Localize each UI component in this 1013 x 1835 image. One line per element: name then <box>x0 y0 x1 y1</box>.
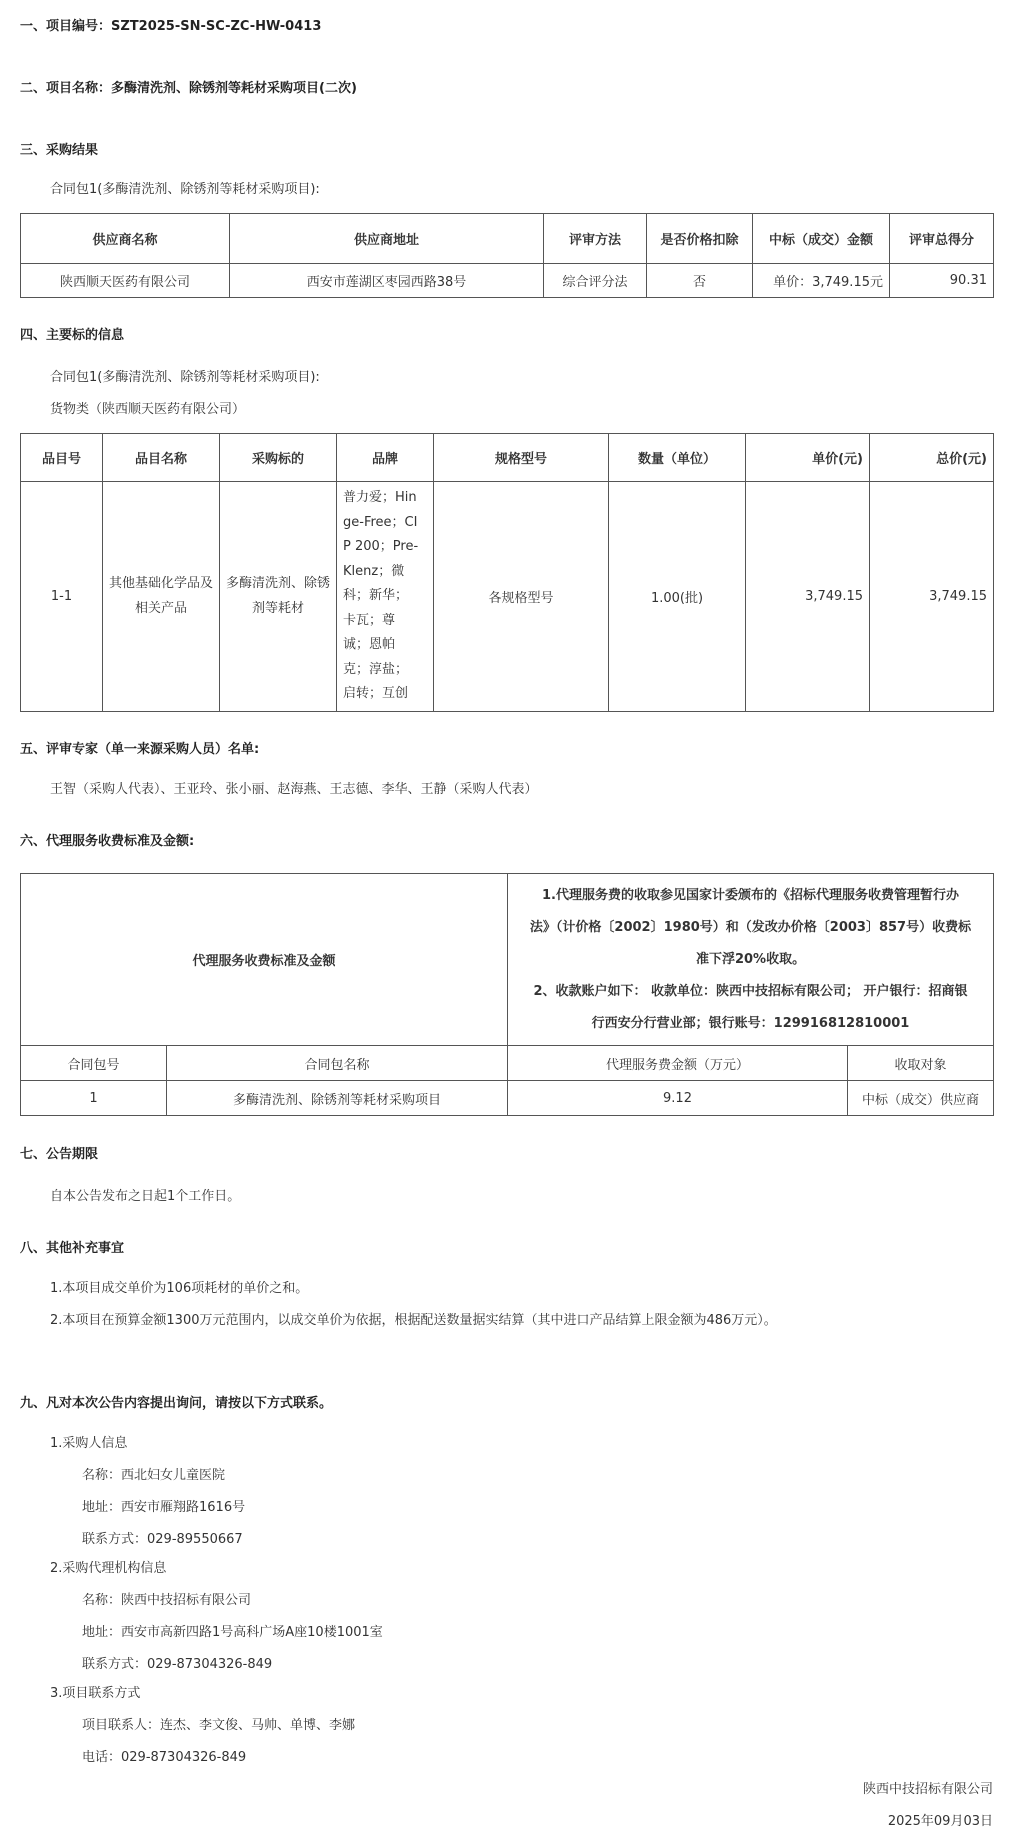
fee-text-line: 准下浮20%收取。 <box>695 951 806 967</box>
experts-heading: 五、评审专家（单一来源采购人员）名单: <box>20 742 260 757</box>
header-fee-amount: 代理服务费金额（万元） <box>508 1046 848 1081</box>
fee-standard-text <box>508 874 994 1046</box>
header-supplier-address: 供应商地址 <box>230 214 544 264</box>
header-total-price: 总价(元) <box>870 434 994 482</box>
brand-line: 诚；恩帕 <box>343 637 396 652</box>
footer-company: 陕西中技招标有限公司 <box>862 1782 993 1797</box>
brand-line: 卡瓦；尊 <box>343 612 396 628</box>
subject-table <box>20 433 994 712</box>
table-row <box>21 264 994 298</box>
brand-line: P 200；Pre- <box>343 539 419 554</box>
project-name <box>20 77 357 96</box>
subject-package-label: 合同包1(多酶清洗剂、除锈剂等耗材采购项目): <box>50 370 320 385</box>
project-name-label: 二、项目名称： <box>20 81 112 96</box>
header-unit-price: 单价(元) <box>746 434 870 482</box>
header-award-amount: 中标（成交）金额 <box>753 214 890 264</box>
purchaser-info-title: 1.采购人信息 <box>50 1436 128 1451</box>
result-table-header <box>21 214 994 264</box>
price-deduction: 否 <box>647 264 753 298</box>
agency-info-title: 2.采购代理机构信息 <box>50 1561 167 1576</box>
total-price: 3,749.15 <box>870 482 994 712</box>
result-package-label: 合同包1(多酶清洗剂、除锈剂等耗材采购项目): <box>50 182 320 197</box>
header-supplier-name: 供应商名称 <box>21 214 230 264</box>
total-score: 90.31 <box>890 264 994 298</box>
package-name: 多酶清洗剂、除锈剂等耗材采购项目 <box>167 1081 508 1116</box>
quantity: 1.00(批) <box>609 482 746 712</box>
brand-line: ge-Free；CI <box>343 514 418 530</box>
project-number-label: 一、项目编号： <box>20 19 112 34</box>
procurement-result-heading: 三、采购结果 <box>20 143 99 158</box>
unit-price: 3,749.15 <box>746 482 870 712</box>
header-item-name: 品目名称 <box>103 434 220 482</box>
brand-line: 科；新华； <box>343 588 409 603</box>
footer-date: 2025年09月03日 <box>887 1814 993 1829</box>
purchaser-name: 名称：西北妇女儿童医院 <box>82 1468 226 1483</box>
notice-period-heading: 七、公告期限 <box>20 1147 99 1162</box>
fee-text-line: 2、收款账户如下： 收款单位：陕西中技招标有限公司； 开户银行：招商银 <box>533 983 968 999</box>
purchase-target: 多酶清洗剂、除锈剂等耗材 <box>220 482 337 712</box>
experts-list: 王智（采购人代表）、王亚玲、张小丽、赵海燕、王志德、李华、王静（采购人代表） <box>50 782 538 797</box>
agency-phone: 联系方式：029-87304326-849 <box>82 1657 273 1672</box>
agency-name: 名称：陕西中技招标有限公司 <box>82 1593 252 1608</box>
review-method: 综合评分法 <box>544 264 647 298</box>
header-spec: 规格型号 <box>434 434 609 482</box>
subject-category: 货物类（陕西顺天医药有限公司） <box>50 402 246 417</box>
project-contact-title: 3.项目联系方式 <box>50 1686 141 1701</box>
brand-line: Klenz；微 <box>343 563 405 579</box>
project-number <box>20 15 321 34</box>
purchaser-phone: 联系方式：029-89550667 <box>82 1532 243 1547</box>
package-no: 1 <box>21 1081 167 1116</box>
charge-target: 中标（成交）供应商 <box>848 1081 994 1116</box>
header-total-score: 评审总得分 <box>890 214 994 264</box>
header-item-no: 品目号 <box>21 434 103 482</box>
other-matters-heading: 八、其他补充事宜 <box>20 1241 125 1256</box>
header-review-method: 评审方法 <box>544 214 647 264</box>
award-amount: 单价：3,749.15元 <box>753 264 890 298</box>
header-brand: 品牌 <box>337 434 434 482</box>
agency-fee-table <box>20 873 994 1116</box>
other-matter-item: 2.本项目在预算金额1300万元范围内，以成交单价为依据，根据配送数量据实结算（其中进口产品结算上限金额为486万元）。 <box>50 1313 777 1328</box>
result-table <box>20 213 994 298</box>
agency-address: 地址：西安市高新四路1号高科广场A座10楼1001室 <box>82 1625 383 1640</box>
fee-amount: 9.12 <box>508 1081 848 1116</box>
fee-text-line: 1.代理服务费的收取参见国家计委颁布的《招标代理服务收费管理暂行办 <box>542 887 959 903</box>
project-phone: 电话：029-87304326-849 <box>82 1750 247 1765</box>
project-name-value: 多酶清洗剂、除锈剂等耗材采购项目(二次) <box>111 81 357 96</box>
brand-cell <box>337 482 434 712</box>
fee-text-line: 法》（计价格〔2002〕1980号）和（发改办价格〔2003〕857号）收费标 <box>529 919 972 935</box>
header-package-name: 合同包名称 <box>167 1046 508 1081</box>
project-contacts: 项目联系人：连杰、李文俊、马帅、单博、李娜 <box>82 1718 356 1733</box>
agency-fee-heading: 六、代理服务收费标准及金额: <box>20 834 195 849</box>
header-target: 采购标的 <box>220 434 337 482</box>
brand-line: 启转；互创 <box>343 686 409 701</box>
project-number-value: SZT2025-SN-SC-ZC-HW-0413 <box>111 19 322 34</box>
header-package-no: 合同包号 <box>21 1046 167 1081</box>
purchaser-address: 地址：西安市雁翔路1616号 <box>82 1500 246 1515</box>
header-price-deduction: 是否价格扣除 <box>647 214 753 264</box>
brand-line: 克；淳盐； <box>343 661 409 677</box>
item-name: 其他基础化学品及相关产品 <box>103 482 220 712</box>
fee-standard-row <box>21 874 994 1046</box>
table-row <box>21 482 994 712</box>
spec-model: 各规格型号 <box>434 482 609 712</box>
supplier-name: 陕西顺天医药有限公司 <box>21 264 230 298</box>
header-charge-target: 收取对象 <box>848 1046 994 1081</box>
header-quantity: 数量（单位） <box>609 434 746 482</box>
brand-line: 普力爱；Hin <box>343 490 417 505</box>
notice-period-text: 自本公告发布之日起1个工作日。 <box>50 1189 241 1204</box>
other-matter-item: 1.本项目成交单价为106项耗材的单价之和。 <box>50 1281 309 1296</box>
fee-table-header <box>21 1046 994 1081</box>
main-subject-heading: 四、主要标的信息 <box>20 328 125 343</box>
table-row <box>21 1081 994 1116</box>
contact-heading: 九、凡对本次公告内容提出询问，请按以下方式联系。 <box>20 1396 333 1411</box>
subject-table-header <box>21 434 994 482</box>
supplier-address: 西安市莲湖区枣园西路38号 <box>230 264 544 298</box>
item-no: 1-1 <box>21 482 103 712</box>
fee-text-line: 行西安分行营业部；银行账号：129916812810001 <box>591 1015 910 1031</box>
fee-standard-label: 代理服务收费标准及金额 <box>21 874 508 1046</box>
